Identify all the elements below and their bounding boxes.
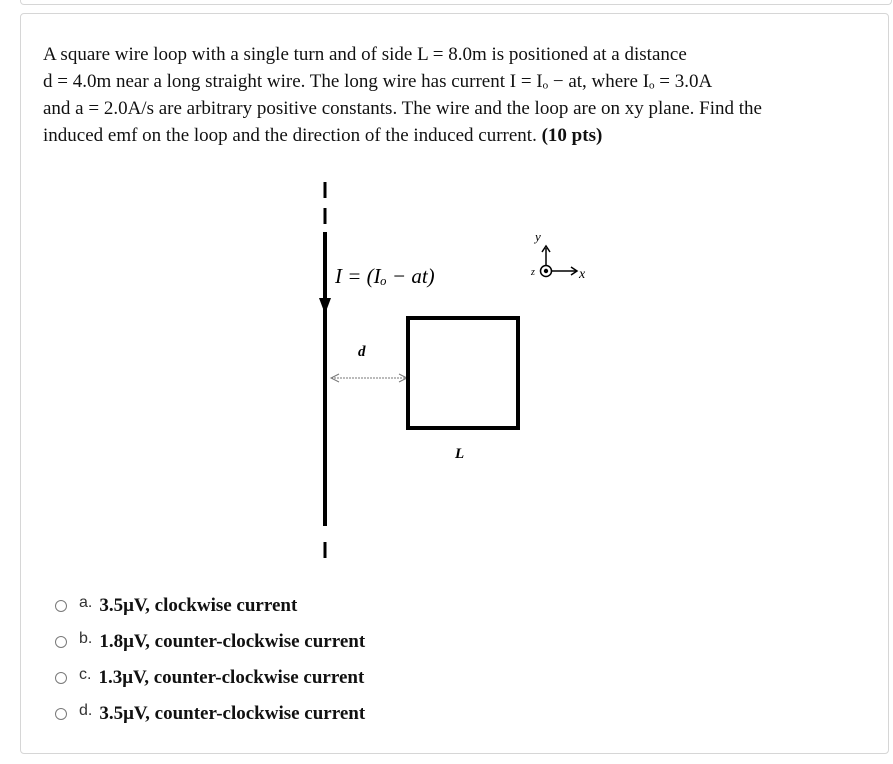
option-c-letter: c. xyxy=(79,666,92,683)
question-line-1: A square wire loop with a single turn and of side L = 8.0m is positioned at a distance xyxy=(43,44,687,65)
side-label: L xyxy=(455,446,465,462)
question-card xyxy=(20,13,889,754)
option-a-letter: a. xyxy=(79,594,93,611)
distance-arrow-left-icon xyxy=(331,374,339,382)
option-c[interactable] xyxy=(55,660,365,696)
question-text xyxy=(43,41,806,149)
option-d-text: 3.5μV, counter-clockwise current xyxy=(99,703,366,724)
axis-y-label: y xyxy=(535,229,541,244)
coordinate-axes-icon xyxy=(541,246,578,277)
question-line-3: and a = 2.0A/s are arbitrary positive constants. The wire and the loop are on xy plane. Find the xyxy=(43,98,762,119)
option-b[interactable] xyxy=(55,624,365,660)
option-d-letter: d. xyxy=(79,702,93,719)
option-a[interactable] xyxy=(55,588,365,624)
option-d[interactable] xyxy=(55,696,365,732)
option-b-radio[interactable] xyxy=(55,636,67,648)
square-loop xyxy=(408,318,518,428)
question-line-2: d = 4.0m near a long straight wire. The long wire has current I = Iₒ − at, where Iₒ = 3.0A xyxy=(43,71,713,92)
option-c-radio[interactable] xyxy=(55,672,67,684)
option-b-letter: b. xyxy=(79,630,93,647)
question-line-4-text: induced emf on the loop and the direction of the induced current. xyxy=(43,125,542,146)
answer-options xyxy=(55,588,365,732)
question-line-4 xyxy=(43,122,806,149)
axis-x-label: x xyxy=(579,267,586,282)
option-d-radio[interactable] xyxy=(55,708,67,720)
option-a-radio[interactable] xyxy=(55,600,67,612)
previous-card-edge xyxy=(20,0,892,5)
distance-arrow-right-icon xyxy=(399,374,407,382)
axis-z-label: z xyxy=(531,267,535,278)
question-points: (10 pts) xyxy=(541,125,603,146)
current-arrow-icon xyxy=(319,298,331,314)
distance-label: d xyxy=(358,344,366,360)
option-b-text: 1.8μV, counter-clockwise current xyxy=(99,631,366,652)
option-a-text: 3.5μV, clockwise current xyxy=(99,595,298,616)
option-c-text: 1.3μV, counter-clockwise current xyxy=(98,667,365,688)
current-label: I = (Iₒ − at) xyxy=(335,264,435,288)
